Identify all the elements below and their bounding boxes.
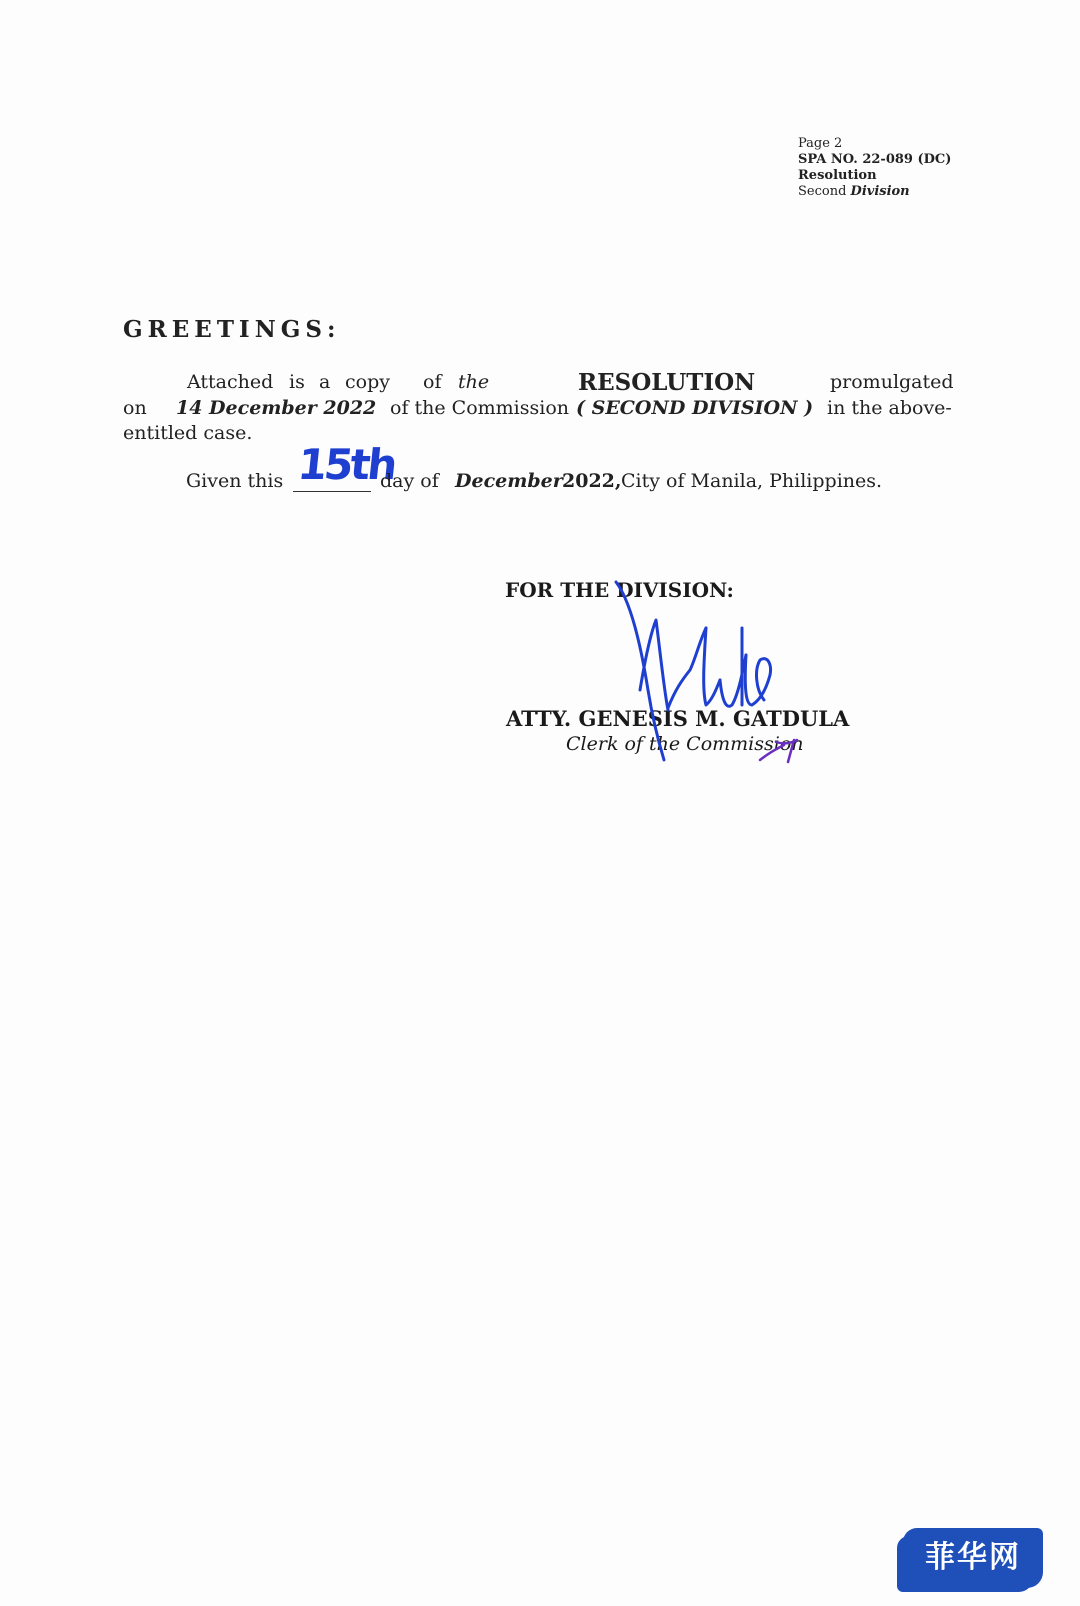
month: December <box>455 470 563 492</box>
watermark-logo: 菲华网 <box>903 1528 1043 1588</box>
signatory-name: ATTY. GENESIS M. GATDULA <box>506 706 850 731</box>
signatory-title: Clerk of the Commission <box>566 733 804 755</box>
paragraph-2: Given this 15th day of December 2022, City of Manila, Philippines. <box>186 440 883 492</box>
greetings-heading: GREETINGS: <box>123 316 341 343</box>
word: copy <box>345 371 390 393</box>
resolution-word: RESOLUTION <box>578 369 756 396</box>
word: promulgated <box>830 371 954 393</box>
division-label: Second Division <box>798 184 910 199</box>
word: a <box>319 371 331 393</box>
handwritten-day: 15th <box>295 440 398 489</box>
division-name: ( SECOND DIVISION ) <box>576 397 814 419</box>
place: City of Manila, Philippines. <box>621 470 883 492</box>
promulgation-date: 14 December 2022 <box>176 397 377 419</box>
page-number: Page 2 <box>798 136 843 151</box>
for-the-division: FOR THE DIVISION: <box>505 578 734 602</box>
paragraph-1-line-3: entitled case. <box>123 422 253 444</box>
paragraph-1-line-2: on 14 December 2022 of the Commission ( SECOND DIVISION ) in the above- <box>123 397 952 419</box>
word: the <box>458 371 490 393</box>
case-number: SPA NO. 22-089 (DC) <box>798 152 952 167</box>
word: of <box>423 371 442 393</box>
word: is <box>289 371 305 393</box>
word: Attached <box>187 371 274 393</box>
year: 2022, <box>562 470 622 492</box>
document-type: Resolution <box>798 168 877 183</box>
